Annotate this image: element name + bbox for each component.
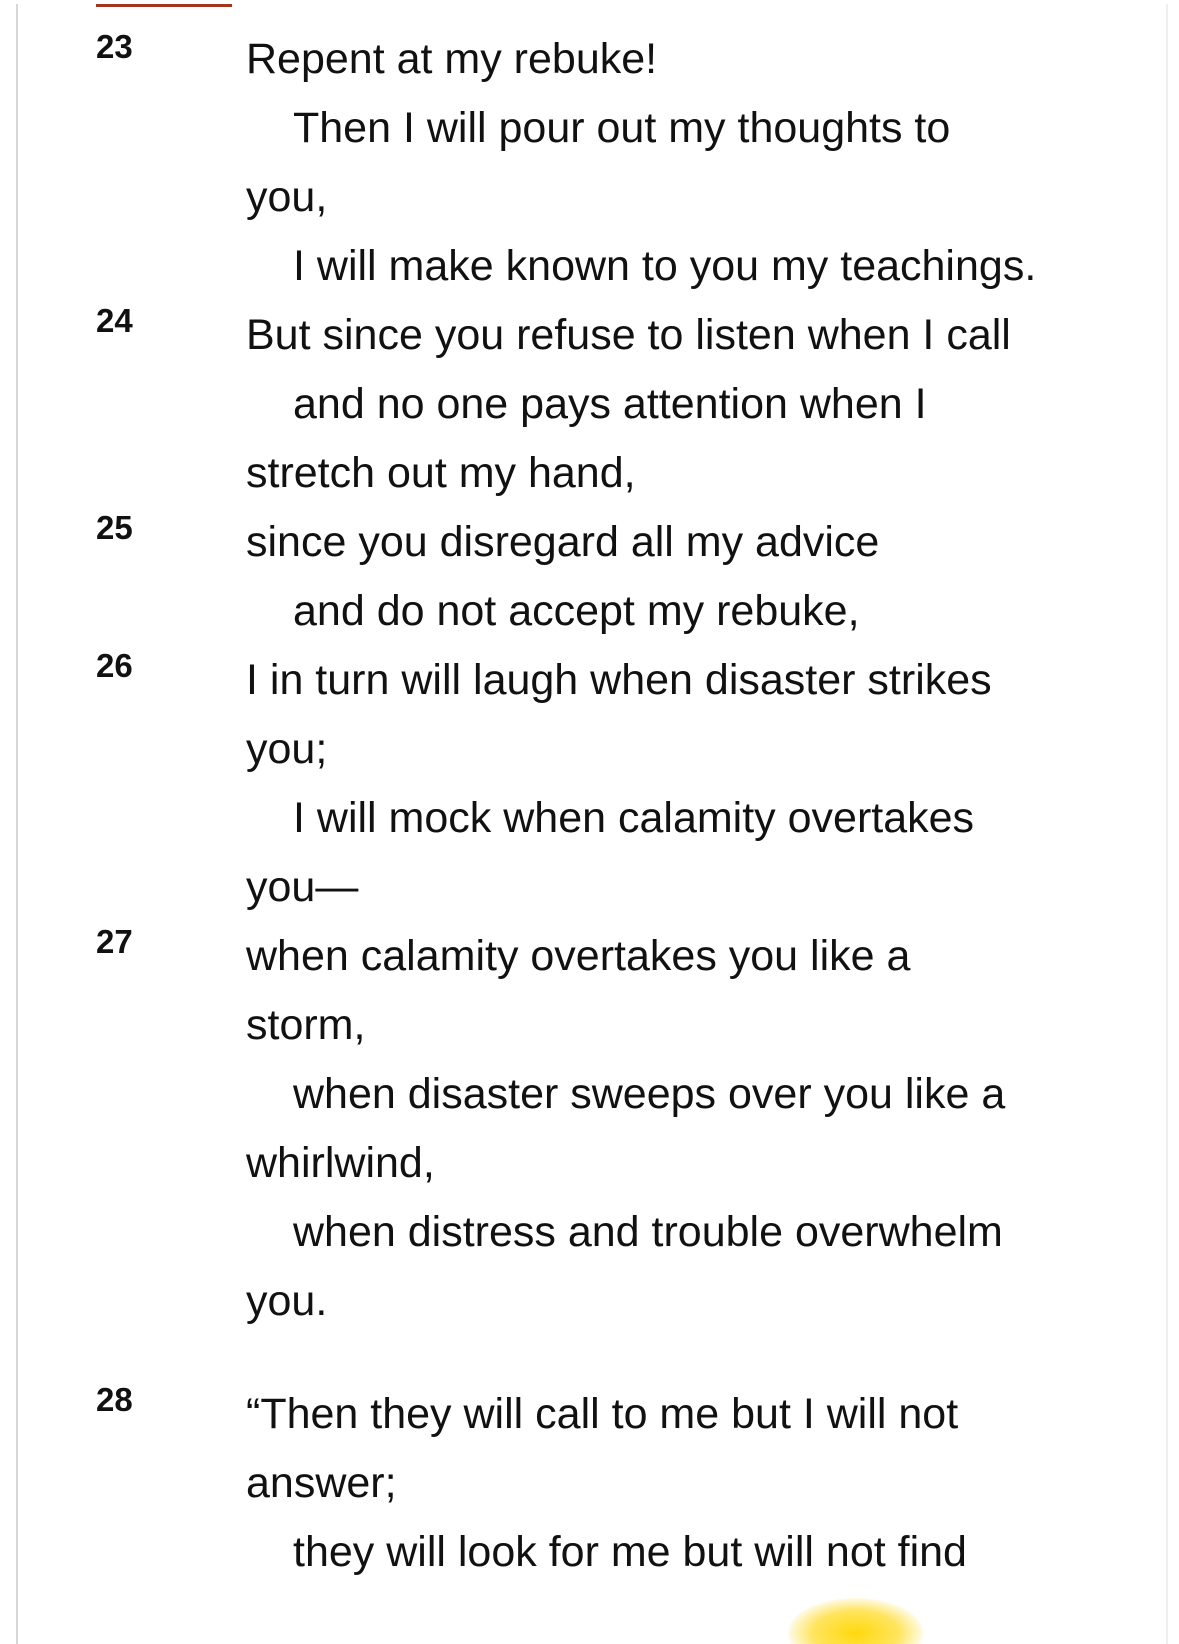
verse-number-23[interactable]: 23 <box>96 28 133 65</box>
verse-line[interactable]: since you disregard all my advice <box>246 518 880 566</box>
verse-line[interactable]: storm, <box>246 1001 366 1049</box>
verse-line[interactable]: you. <box>246 1277 328 1325</box>
verse-line[interactable]: and no one pays attention when I <box>293 380 927 428</box>
verse-number-24[interactable]: 24 <box>96 302 133 339</box>
verse-line[interactable]: stretch out my hand, <box>246 449 636 497</box>
verse-line[interactable]: you— <box>246 863 359 911</box>
verse-number-27[interactable]: 27 <box>96 923 133 960</box>
verse-line[interactable]: answer; <box>246 1459 397 1507</box>
verse-number-28[interactable]: 28 <box>96 1381 133 1418</box>
verse-number-26[interactable]: 26 <box>96 647 133 684</box>
verse-line[interactable]: when distress and trouble overwhelm <box>293 1208 1003 1256</box>
verse-line[interactable]: Repent at my rebuke! <box>246 35 658 83</box>
verse-line[interactable]: “Then they will call to me but I will not <box>246 1390 959 1438</box>
verse-number-25[interactable]: 25 <box>96 509 133 546</box>
verse-line[interactable]: when disaster sweeps over you like a <box>293 1070 1006 1118</box>
verse-line[interactable]: whirlwind, <box>246 1139 435 1187</box>
verse-line[interactable]: you; <box>246 725 328 773</box>
verse-line[interactable]: I will make known to you my teachings. <box>293 242 1037 290</box>
verse-line[interactable]: I in turn will laugh when disaster strikes <box>246 656 992 704</box>
verse-line[interactable]: I will mock when calamity overtakes <box>293 794 975 842</box>
verse-line[interactable]: when calamity overtakes you like a <box>246 932 911 980</box>
verse-line[interactable]: But since you refuse to listen when I call <box>246 311 1011 359</box>
text-highlight <box>788 1598 923 1644</box>
verse-line[interactable]: you, <box>246 173 328 221</box>
verse-line[interactable]: they will look for me but will not find <box>293 1528 967 1576</box>
verse-line[interactable]: Then I will pour out my thoughts to <box>293 104 951 152</box>
scripture-page <box>16 4 1168 1644</box>
accent-bar <box>96 4 232 7</box>
verse-line[interactable]: and do not accept my rebuke, <box>293 587 860 635</box>
